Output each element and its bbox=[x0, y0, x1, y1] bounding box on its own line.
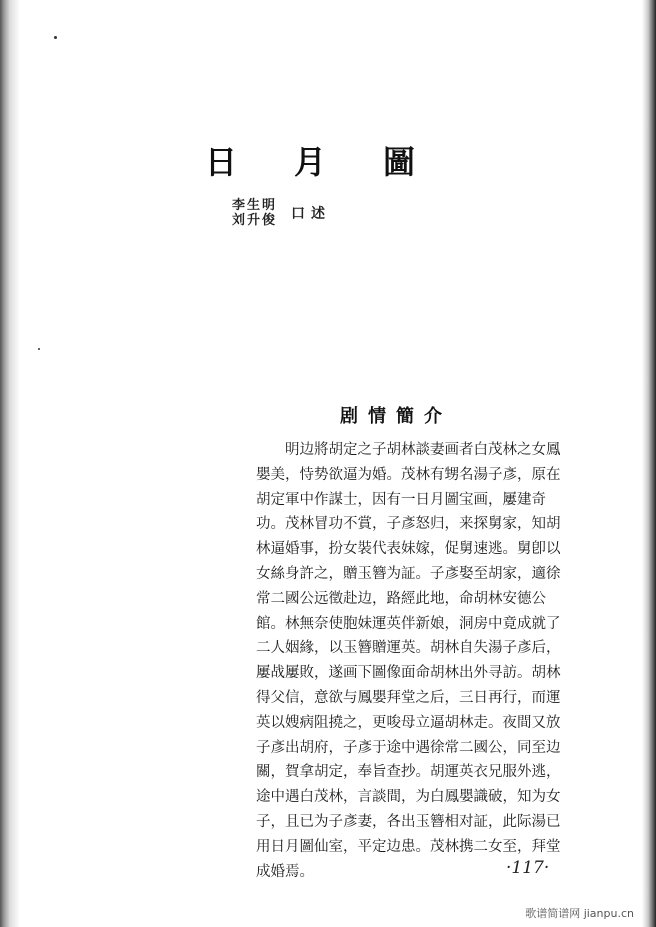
watermark: 歌谱简谱网 jianpu.cn bbox=[525, 907, 634, 920]
synopsis-line: 英以嫂病阻撓之，更唆母立逼胡林走。夜間又放 bbox=[256, 714, 561, 731]
author-given-names-2 bbox=[262, 198, 275, 228]
synopsis-body bbox=[256, 438, 586, 884]
synopsis-line: 關，賀拿胡定，奉旨查抄。胡運英衣兄服外逃， bbox=[256, 764, 561, 781]
synopsis-line: 館。林無奈使胞妹運英伴新娘，洞房中竟成就了 bbox=[256, 615, 561, 632]
synopsis-line: 途中遇白茂林，言談間，为白鳳嬰識破，知为女 bbox=[256, 789, 561, 806]
synopsis-line: 功。茂林冒功不賞，子彥怒归，来探舅家，知胡 bbox=[256, 516, 561, 533]
author-2-given2: 俊 bbox=[262, 213, 276, 228]
left-page-edge bbox=[0, 0, 20, 927]
synopsis-line: 得父信，意欲与鳳嬰拜堂之后，三日再行，而運 bbox=[256, 689, 561, 706]
synopsis-line: 常二國公远徵赴边，路經此地，命胡林安德公 bbox=[256, 590, 546, 607]
scan-speck bbox=[54, 36, 57, 39]
synopsis-heading: 剧情簡介 bbox=[340, 406, 452, 427]
synopsis-line: 子彥出胡府，子彥于途中遇徐常二國公，同至边 bbox=[256, 739, 561, 756]
synopsis-line: 明边將胡定之子胡林談妻画者白茂林之女鳳 bbox=[285, 442, 561, 458]
author-credit bbox=[232, 196, 331, 230]
synopsis-line: 女絲身許之，贈玉簪为証。子彥娶至胡家，適徐 bbox=[256, 565, 561, 582]
right-page-edge bbox=[642, 0, 656, 927]
title-char-3: 圖 bbox=[382, 143, 415, 181]
page-number: ·117· bbox=[506, 858, 550, 878]
synopsis-line: 子，且已为子彥妻，各出玉簪相对証，此际湯已 bbox=[256, 813, 561, 830]
synopsis-line: 林逼婚事，扮女裝代表妹嫁，促舅速逃。舅卽以 bbox=[256, 541, 561, 558]
synopsis-line: 用日月圖仙室，平定边患。茂林携二女至，拜堂 bbox=[256, 838, 561, 855]
title-char-1: 日 bbox=[205, 143, 238, 181]
synopsis-line: 二人姻緣，以玉簪贈運英。胡林自失湯子彥后， bbox=[256, 640, 561, 657]
title-char-2: 月 bbox=[293, 143, 326, 181]
synopsis-line: 胡定軍中作謀士，因有一日月圖宝画，屢建奇 bbox=[256, 491, 546, 508]
author-1-given1: 生 bbox=[247, 198, 261, 213]
synopsis-line: 屢战屢敗，遂画下圖像面命胡林出外寻訪。胡林 bbox=[256, 665, 561, 682]
author-1-surname: 李 bbox=[232, 198, 246, 213]
author-2-given1: 升 bbox=[247, 213, 261, 228]
author-2-surname: 刘 bbox=[232, 213, 246, 228]
author-surnames bbox=[232, 198, 245, 228]
synopsis-line: 嬰美，恃势欲逼为婚。茂林有甥名湯子彥，原在 bbox=[256, 466, 561, 483]
author-given-names-1 bbox=[247, 198, 260, 228]
author-1-given2: 明 bbox=[262, 198, 276, 213]
page-title bbox=[205, 140, 415, 180]
scan-speck bbox=[38, 348, 40, 350]
synopsis-line: 成婚焉。 bbox=[256, 863, 314, 880]
author-role: 口述 bbox=[291, 206, 332, 222]
